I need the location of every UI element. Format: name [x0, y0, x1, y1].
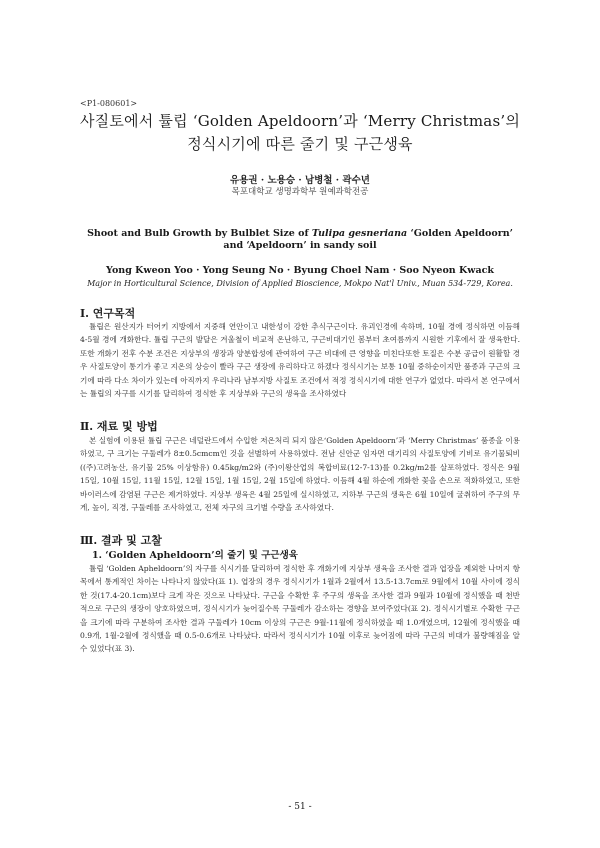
- title-english-line2: and ‘Apeldoorn’ in sandy soil: [223, 240, 377, 251]
- page-number: - 51 -: [288, 802, 312, 812]
- abstract-code: <P1-080601>: [80, 99, 138, 108]
- section-text-objective: 튤립은 원산지가 터어키 지방에서 지중해 연안이고 내한성이 강한 추식구근이다. 유괴인경에 속하며, 10월 경에 정식하면 이듬해 4-5월 경에 개화한다. 튤립 구근의 발달은 겨울철이 비교적 온난하고, 구근비대기인 봄부터 초여름까지 시원한 기후에서 잘 생육한다. 또한 개화기 전후 수분 조건은 지상부의 생장과 양분합성에 관여하여 구근 비대에 큰 영향을 미친다또한 토질은 수분 공급이 원활할 경우 사질토양이 통기가 좋고 지온의 상승이 빨라 구근 생장에 유리하다고 하겠다 정식시기는 보통 10월 중하순이지만 품종과 구근의 크기에 따라 다소 차이가 있는데 아직까지 우리나라 남부지방 사질토 조건에서 적정 정식시기에 대한 연구가 없었다. 따라서 본 연구에서는 튤립의 자구를 시기를 달리하여 정식한 후 지상부와 구근의 생육을 조사하였다: [80, 322, 520, 399]
- section-heading-objective: Ⅰ. 연구목적: [80, 307, 136, 320]
- authors-korean: 유용권 · 노용승 · 남병철 · 곽수년: [230, 175, 370, 186]
- section-heading-results: Ⅲ. 결과 및 고찰: [80, 534, 162, 547]
- affiliation-korean: 목포대학교 생명과학부 원예과학전공: [231, 187, 369, 197]
- section-heading-methods: Ⅱ. 재료 및 방법: [80, 420, 158, 433]
- title-english-part-b: ‘Golden Apeldoorn’: [407, 228, 513, 239]
- authors-english: Yong Kweon Yoo · Yong Seung No · Byung Choel Nam · Soo Nyeon Kwack: [106, 265, 494, 276]
- section-text-methods: 본 실험에 이용된 튤립 구근은 네덜란드에서 수입한 저온처리 되지 않은‘Golden Apeldoorn’과 ‘Merry Christmas’ 품종을 이용하였고, 구 크기는 구둘레가 8±0.5cmcm인 것을 선별하여 사용하였다. 전남 신안군 임자면 대기리의 사질토양에 기비로 유기물퇴비((주)고려농산, 유기물 25% 이상함유) 0.45kg/m2와 (주)이왕산업의 복합비료(12-7-13)를 0.2kg/m2를 살포하였다. 정식은 9월 15일, 10월 15일, 11월 15일, 12월 15일, 1월 15일, 2월 15일에 하였다. 이듬해 4월 하순에 개화한 꽃을 손으로 적화하였고, 또한 바이러스에 감염된 구근은 제거하였다. 지상부 생육은 4월 25일에 실시하였고, 지하부 구근의 생육은 6월 10일에 굴취하여 주구의 무게, 높이, 직경, 구둘레를 조사하였고, 전체 자구의 크기별 수량을 조사하였다.: [80, 436, 520, 513]
- affiliation-english: Major in Horticultural Science, Division of Applied Bioscience, Mokpo Nat'l Univ., Muan 534-729, Korea.: [87, 279, 513, 288]
- section-text-results: 튤립 ‘Golden Apheldoorn’의 자구를 식시기를 달리하여 정식한 후 개화기에 지상부 생육을 조사한 결과 엽장을 제외한 나머지 항목에서 통계적인 차이는 나타나지 않았다(표 1). 엽장의 경우 정식시기가 1월과 2월에서 13.5-13.7cm로 9월에서 10월 사이에 정식한 것(17.4-20.1cm)보다 크게 작은 것으로 나타났다. 구근을 수확한 후 주구의 생육을 조사한 결과 9월과 10월에 정식했을 때 천반적으로 구근의 생장이 양호하였으며, 정식시기가 늦어질수록 구둘레가 감소하는 경향을 보여주었다(표 2). 정식시기별로 수확한 구근을 크기에 따라 구분하여 조사한 결과 구둘레가 10cm 이상의 구근은 9월-11월에 정식하였을 때 1.0개였으며, 12월에 정식했을 때 0.9개, 1월-2월에 정식했을 때 0.5-0.6개로 나타났다. 따라서 정식시기가 10월 이후로 늦어짐에 따라 구근의 비대가 불량해짐을 알 수 있었다(표 3).: [80, 564, 520, 654]
- subsection-heading-golden-apeldoorn: 1. ‘Golden Apheldoorn’의 줄기 및 구근생육: [92, 550, 298, 561]
- title-korean-line1: 사질토에서 튤립 ‘Golden Apeldoorn’과 ‘Merry Christmas’의: [79, 112, 521, 130]
- species-name: Tulipa gesneriana: [311, 228, 408, 239]
- title-english-line1: [0, 228, 600, 239]
- title-korean-line2: 정식시기에 따른 줄기 및 구근생육: [187, 135, 413, 153]
- title-english-part-a: Shoot and Bulb Growth by Bulblet Size of: [87, 228, 312, 239]
